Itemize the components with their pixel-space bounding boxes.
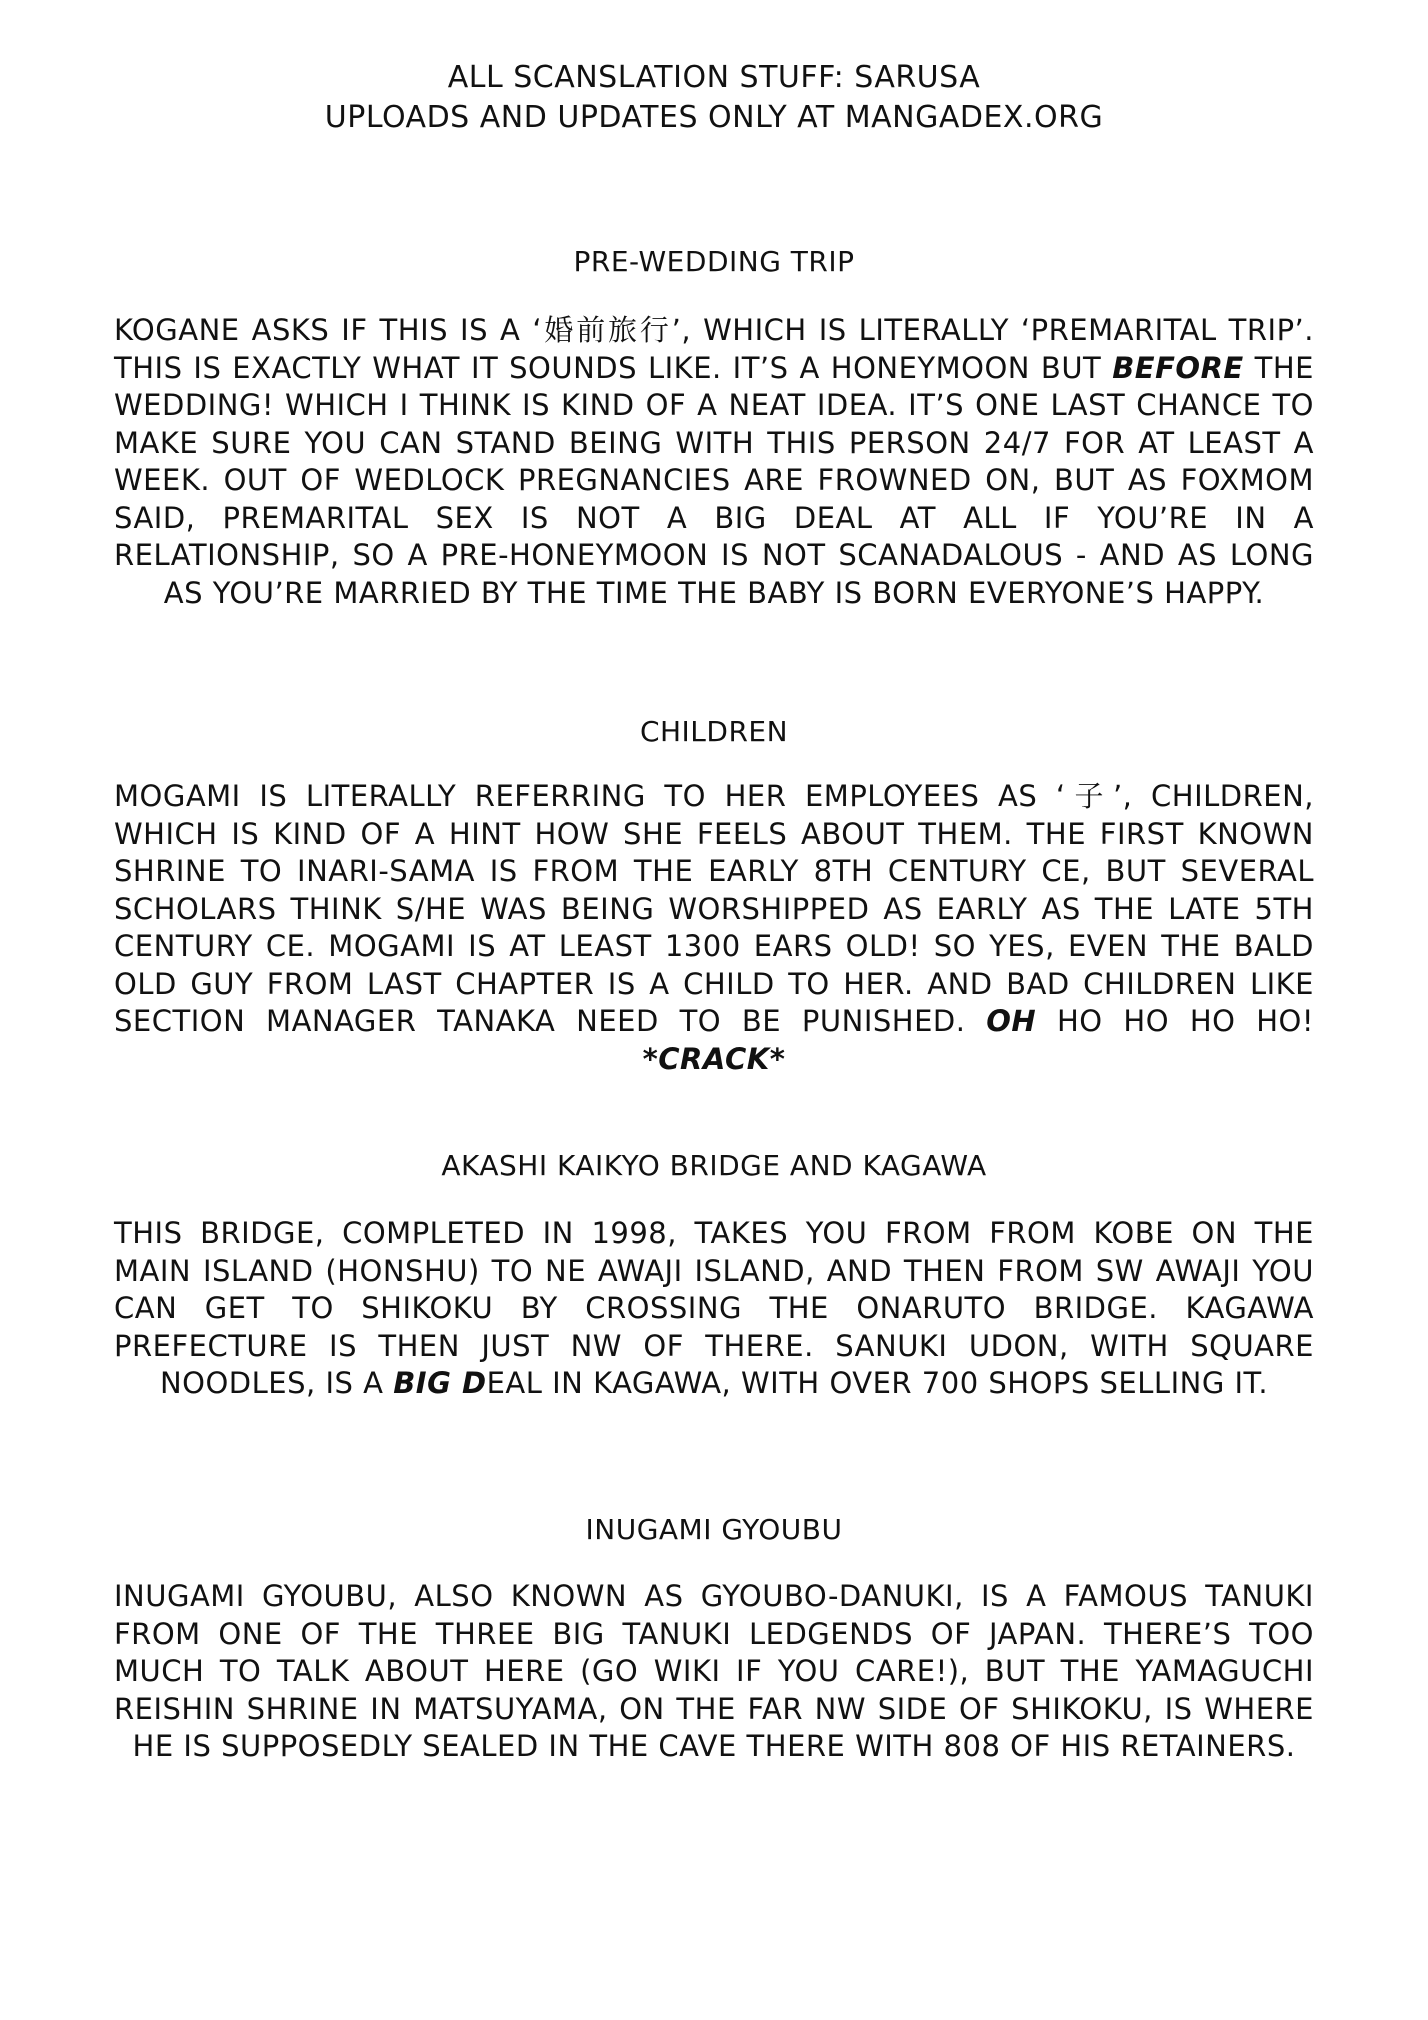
paragraph-text: HO HO HO HO! [1036, 1004, 1315, 1038]
heading-akashi-kaikyo-bridge: AKASHI KAIKYO BRIDGE AND KAGAWA [441, 1149, 987, 1182]
credits-block [0, 58, 1428, 138]
emphasis-oh: OH [986, 1004, 1037, 1038]
paragraph-text: INUGAMI GYOUBU, ALSO KNOWN AS GYOUBO-DANUKI, IS A FAMOUS TANUKI FROM ONE OF THE THREE BIG TANUKI LEDGENDS OF JAPAN. THERE’S TOO MUCH TO TALK ABOUT HERE (GO WIKI IF YOU CARE!), BUT THE YAMAGUCHI REISHIN SHRINE IN MATSUYAMA, ON THE FAR NW SIDE OF SHIKOKU, IS WHERE HE IS SUPPOSEDLY SEALED IN THE CAVE THERE WITH 808 OF HIS RETAINERS. [114, 1579, 1314, 1763]
heading-pre-wedding-trip: PRE-WEDDING TRIP [573, 245, 855, 278]
paragraph-inugami-gyoubu [114, 1578, 1314, 1766]
paragraph-text: THIS BRIDGE, COMPLETED IN 1998, TAKES YOU FROM FROM KOBE ON THE MAIN ISLAND (HONSHU) TO NE AWAJI ISLAND, AND THEN FROM SW AWAJI YOU CAN GET TO SHIKOKU BY CROSSING THE ONARUTO BRIDGE. KAGAWA PREFECTURE IS THEN JUST NW OF THERE. SANUKI UDON, WITH SQUARE NOODLES, IS A [114, 1216, 1314, 1400]
credits-line-scanslation: ALL SCANSLATION STUFF: SARUSA [447, 60, 981, 95]
paragraph-children [114, 778, 1314, 1078]
paragraph-text: EAL IN KAGAWA, WITH OVER 700 SHOPS SELLING IT. [486, 1366, 1269, 1400]
credits-line-uploads: UPLOADS AND UPDATES ONLY AT MANGADEX.ORG [324, 100, 1104, 135]
heading-inugami-gyoubu: INUGAMI GYOUBU [585, 1513, 843, 1546]
emphasis-before: BEFORE [1112, 350, 1244, 385]
paragraph-text: KOGANE ASKS IF THIS IS A ‘婚前旅行’, WHICH IS LITERALLY ‘PREMARITAL TRIP’. THIS IS EXACTLY WHAT IT SOUNDS LIKE. IT’S A HONEYMOON BUT [114, 313, 1314, 385]
emphasis-crack: *CRACK* [642, 1041, 786, 1076]
heading-children: CHILDREN [639, 715, 789, 748]
paragraph-pre-wedding-trip [114, 312, 1314, 612]
paragraph-text: THE WEDDING! WHICH I THINK IS KIND OF A NEAT IDEA. IT’S ONE LAST CHANCE TO MAKE SURE YOU CAN STAND BEING WITH THIS PERSON 24/7 FOR AT LEAST A WEEK. OUT OF WEDLOCK PREGNANCIES ARE FROWNED ON, BUT AS FOXMOM SAID, PREMARITAL SEX IS NOT A BIG DEAL AT ALL IF YOU’RE IN A RELATIONSHIP, SO A PRE-HONEYMOON IS NOT SCANADALOUS - AND AS LONG AS YOU’RE MARRIED BY THE TIME THE BABY IS BORN EVERYONE’S HAPPY. [114, 350, 1315, 610]
paragraph-text: MOGAMI IS LITERALLY REFERRING TO HER EMPLOYEES AS ‘子’, CHILDREN, WHICH IS KIND OF A HINT HOW SHE FEELS ABOUT THEM. THE FIRST KNOWN SHRINE TO INARI-SAMA IS FROM THE EARLY 8TH CENTURY CE, BUT SEVERAL SCHOLARS THINK S/HE WAS BEING WORSHIPPED AS EARLY AS THE LATE 5TH CENTURY CE. MOGAMI IS AT LEAST 1300 EARS OLD! SO YES, EVEN THE BALD OLD GUY FROM LAST CHAPTER IS A CHILD TO HER. AND BAD CHILDREN LIKE SECTION MANAGER TANAKA NEED TO BE PUNISHED. [114, 779, 1314, 1038]
paragraph-akashi-kaikyo-bridge [114, 1215, 1314, 1403]
emphasis-big-deal: BIG D [393, 1366, 487, 1400]
